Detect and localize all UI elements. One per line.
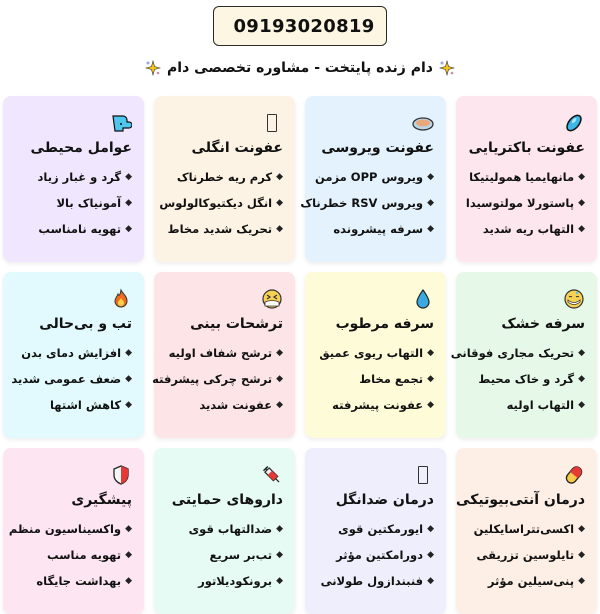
card-title: تب و بی‌حالی xyxy=(39,316,132,332)
list-item: ◆ ترشح شفاف اولیه xyxy=(168,346,283,360)
bullet-icon: ◆ xyxy=(427,575,434,586)
card-antiparasitic-treatment xyxy=(305,448,446,614)
bullet-icon: ◆ xyxy=(125,223,132,234)
bullet-icon: ◆ xyxy=(125,549,132,560)
list-item: ◆ برونکودیلاتور xyxy=(198,574,283,588)
card-title: عفونت باکتریایی xyxy=(468,140,585,156)
card-list xyxy=(8,516,132,594)
list-item: ◆ سرفه پیشرونده xyxy=(333,222,434,236)
wind-face-icon xyxy=(110,112,132,134)
list-item: ◆ کاهش اشتها xyxy=(49,398,132,412)
bullet-icon: ◆ xyxy=(427,347,434,358)
card-title: سرفه مرطوب xyxy=(335,316,434,332)
list-item: ◆ ویروس RSV خطرناک xyxy=(300,196,434,210)
bullet-icon: ◆ xyxy=(125,523,132,534)
card-list xyxy=(466,516,585,594)
bullet-icon: ◆ xyxy=(578,197,585,208)
card-environmental-factors xyxy=(3,96,144,262)
bullet-icon: ◆ xyxy=(578,575,585,586)
bullet-icon: ◆ xyxy=(427,171,434,182)
bullet-icon: ◆ xyxy=(427,523,434,534)
list-item: ◆ کرم ریه خطرناک xyxy=(176,170,283,184)
card-list xyxy=(315,340,434,418)
bullet-icon: ◆ xyxy=(578,523,585,534)
bullet-icon: ◆ xyxy=(427,399,434,410)
card-title: ترشحات بینی xyxy=(190,316,283,332)
card-nasal-discharge xyxy=(154,272,295,438)
missing-glyph-icon xyxy=(261,112,283,134)
face-with-mask-icon xyxy=(563,288,585,310)
card-supportive-drugs xyxy=(154,448,295,614)
bullet-icon: ◆ xyxy=(125,575,132,586)
card-list xyxy=(164,516,283,594)
bullet-icon: ◆ xyxy=(578,399,585,410)
list-item: ◆ عفونت شدید xyxy=(199,398,283,412)
bullet-icon: ◆ xyxy=(276,575,283,586)
bullet-icon: ◆ xyxy=(276,399,283,410)
card-list xyxy=(13,340,132,418)
list-item: ◆ انگل دیکتیوکالولوس xyxy=(159,196,283,210)
list-item: ◆ ترشح چرکی پیشرفته xyxy=(152,372,283,386)
page-subtitle xyxy=(0,60,600,76)
list-item: ◆ پاستورلا مولتوسیدا xyxy=(465,196,585,210)
list-item: ◆ ویروس OPP مزمن xyxy=(315,170,434,184)
list-item: ◆ تب‌بر سریع xyxy=(209,548,283,562)
sneezing-face-icon xyxy=(261,288,283,310)
missing-glyph-icon xyxy=(412,464,434,486)
list-item: ◆ تحریک مجاری فوقانی xyxy=(450,346,585,360)
petri-dish-icon xyxy=(412,112,434,134)
list-item: ◆ مانهایمیا همولیتیکا xyxy=(469,170,585,184)
bullet-icon: ◆ xyxy=(125,373,132,384)
bullet-icon: ◆ xyxy=(276,171,283,182)
bullet-icon: ◆ xyxy=(125,347,132,358)
list-item: ◆ فنبندازول طولانی xyxy=(320,574,434,588)
card-viral-infection xyxy=(300,96,446,262)
list-item: ◆ اکسی‌تتراسایکلین xyxy=(473,522,585,536)
card-fever-lethargy xyxy=(3,272,144,438)
card-title: داروهای حمایتی xyxy=(171,492,283,508)
list-item: ◆ تایلوسین تزریقی xyxy=(476,548,585,562)
card-list xyxy=(152,340,283,418)
card-parasitic-infection xyxy=(154,96,295,262)
bullet-icon: ◆ xyxy=(276,373,283,384)
card-title: سرفه خشک xyxy=(501,316,585,332)
bullet-icon: ◆ xyxy=(578,347,585,358)
syringe-icon xyxy=(261,464,283,486)
bullet-icon: ◆ xyxy=(578,373,585,384)
list-item: ◆ پنی‌سیلین مؤثر xyxy=(487,574,585,588)
sparkles-icon xyxy=(439,60,455,76)
list-item: ◆ افزایش دمای بدن xyxy=(21,346,132,360)
fire-icon xyxy=(110,288,132,310)
cards-grid xyxy=(3,96,597,614)
bullet-icon: ◆ xyxy=(578,549,585,560)
header xyxy=(0,6,600,46)
card-title: عوامل محیطی xyxy=(30,140,132,156)
bullet-icon: ◆ xyxy=(276,347,283,358)
bullet-icon: ◆ xyxy=(125,197,132,208)
phone-call-button[interactable] xyxy=(213,6,387,46)
pill-icon xyxy=(563,464,585,486)
list-item: ◆ تجمع مخاط xyxy=(359,372,434,386)
card-wet-cough xyxy=(305,272,446,438)
bullet-icon: ◆ xyxy=(427,549,434,560)
bullet-icon: ◆ xyxy=(427,373,434,384)
bullet-icon: ◆ xyxy=(427,197,434,208)
list-item: ◆ التهاب اولیه xyxy=(506,398,585,412)
list-item: ◆ ضدالتهاب قوی xyxy=(188,522,283,536)
phone-number: 09193020819 xyxy=(233,15,375,37)
list-item: ◆ گرد و خاک محیط xyxy=(478,372,585,386)
list-item: ◆ واکسیناسیون منظم xyxy=(8,522,132,536)
bullet-icon: ◆ xyxy=(578,223,585,234)
list-item: ◆ التهاب ریه شدید xyxy=(482,222,585,236)
bullet-icon: ◆ xyxy=(276,523,283,534)
card-antibiotic-treatment xyxy=(456,448,597,614)
list-item: ◆ بهداشت جایگاه xyxy=(36,574,132,588)
card-title: درمان ضدانگل xyxy=(335,492,434,508)
card-list xyxy=(315,516,434,594)
card-list xyxy=(13,164,132,242)
bullet-icon: ◆ xyxy=(276,549,283,560)
list-item: ◆ تهویه مناسب xyxy=(47,548,132,562)
card-bacterial-infection xyxy=(456,96,597,262)
bullet-icon: ◆ xyxy=(427,223,434,234)
list-item: ◆ آمونیاک بالا xyxy=(56,196,132,210)
list-item: ◆ تحریک شدید مخاط xyxy=(167,222,283,236)
card-title: پیشگیری xyxy=(71,492,132,508)
card-list xyxy=(450,340,585,418)
microbe-icon xyxy=(563,112,585,134)
list-item: ◆ ضعف عمومی شدید xyxy=(11,372,132,386)
list-item: ◆ دورامکتین مؤثر xyxy=(336,548,434,562)
list-item: ◆ عفونت پیشرفته xyxy=(332,398,434,412)
shield-icon xyxy=(110,464,132,486)
bullet-icon: ◆ xyxy=(578,171,585,182)
card-list xyxy=(466,164,585,242)
card-list xyxy=(300,164,434,242)
subtitle-text: دام زنده پایتخت - مشاوره تخصصی دام xyxy=(167,60,433,76)
list-item: ◆ تهویه نامناسب xyxy=(38,222,132,236)
droplet-icon xyxy=(412,288,434,310)
sparkles-icon xyxy=(145,60,161,76)
card-title: درمان آنتی‌بیوتیکی xyxy=(456,492,585,508)
bullet-icon: ◆ xyxy=(125,399,132,410)
list-item: ◆ گرد و غبار زیاد xyxy=(37,170,132,184)
card-title: عفونت انگلی xyxy=(191,140,283,156)
card-dry-cough xyxy=(450,272,597,438)
card-list xyxy=(159,164,283,242)
bullet-icon: ◆ xyxy=(125,171,132,182)
list-item: ◆ التهاب ریوی عمیق xyxy=(319,346,434,360)
bullet-icon: ◆ xyxy=(276,223,283,234)
card-title: عفونت ویروسی xyxy=(321,140,434,156)
bullet-icon: ◆ xyxy=(276,197,283,208)
list-item: ◆ ایورمکتین قوی xyxy=(338,522,434,536)
card-prevention xyxy=(3,448,144,614)
